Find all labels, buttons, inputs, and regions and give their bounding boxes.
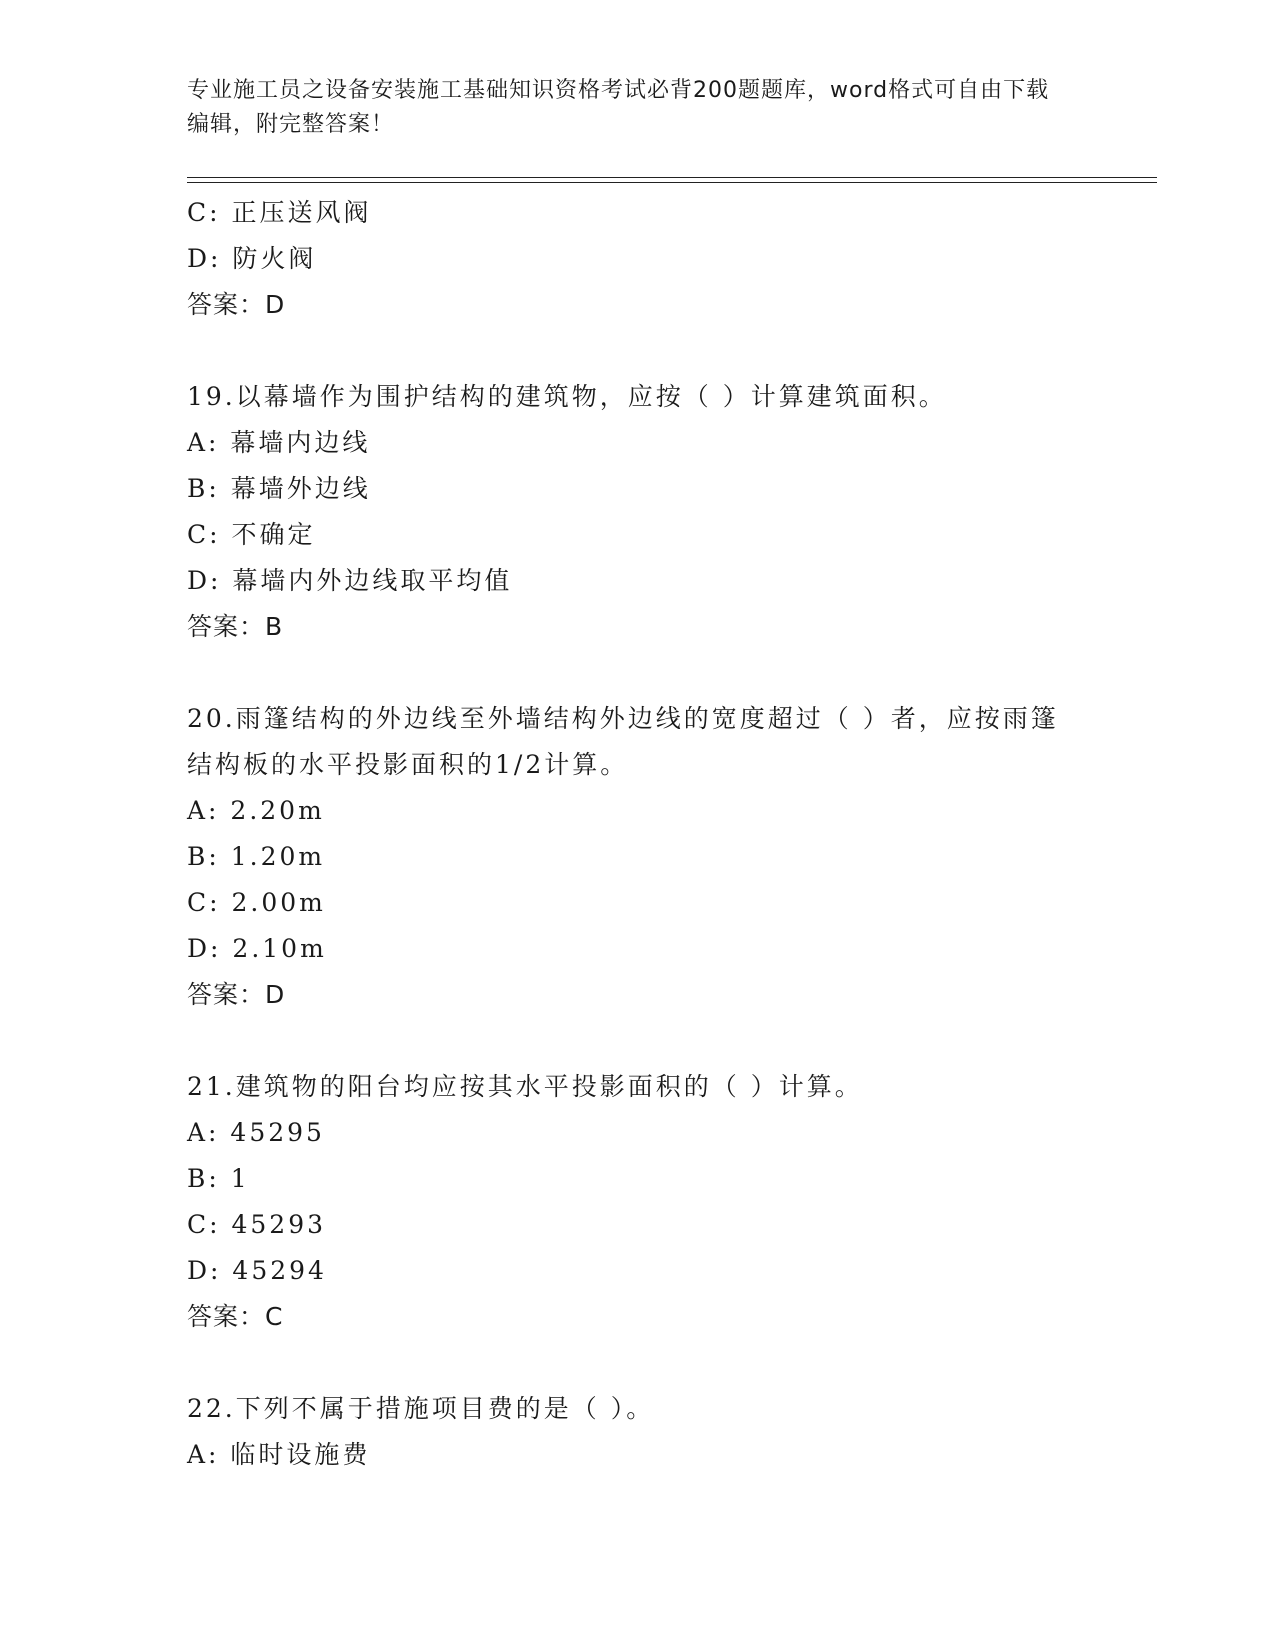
spacer (187, 1018, 1067, 1064)
document-page (187, 0, 1157, 1650)
header-rule-bottom (187, 182, 1157, 183)
spacer (187, 650, 1067, 696)
option-item: A: 幕墙内边线 (187, 428, 371, 457)
question-stem: 20.雨篷结构的外边线至外墙结构外边线的宽度超过（ ）者，应按雨篷结构板的水平投影面积的1/2计算。 (187, 704, 1059, 779)
option-item: D: 幕墙内外边线取平均值 (187, 566, 513, 595)
answer-line: 答案：C (187, 1302, 284, 1331)
option-item: B: 幕墙外边线 (187, 474, 371, 503)
option-item: A: 45295 (187, 1118, 325, 1147)
question-list (187, 190, 1067, 1478)
spacer (187, 328, 1067, 374)
question-block (187, 696, 1067, 1018)
option-item: C: 正压送风阀 (187, 198, 372, 227)
option-item: A: 临时设施费 (187, 1440, 371, 1469)
question-block (187, 1064, 1067, 1340)
answer-line: 答案：D (187, 290, 286, 319)
option-item: D: 2.10m (187, 934, 327, 963)
question-stem: 22.下列不属于措施项目费的是（ ）。 (187, 1394, 655, 1423)
question-block (187, 1386, 1067, 1478)
option-item: C: 2.00m (187, 888, 326, 917)
option-item: D: 45294 (187, 1256, 327, 1285)
question-stem: 19.以幕墙作为围护结构的建筑物，应按（ ）计算建筑面积。 (187, 382, 947, 411)
option-item: B: 1.20m (187, 842, 326, 871)
option-item: A: 2.20m (187, 796, 325, 825)
question-block (187, 374, 1067, 650)
answer-line: 答案：B (187, 612, 284, 641)
carryover-block (187, 190, 1067, 328)
option-item: C: 不确定 (187, 520, 316, 549)
spacer (187, 1340, 1067, 1386)
option-item: D: 防火阀 (187, 244, 317, 273)
answer-line: 答案：D (187, 980, 286, 1009)
header-rule-top (187, 177, 1157, 178)
option-item: B: 1 (187, 1164, 250, 1193)
question-stem: 21.建筑物的阳台均应按其水平投影面积的（ ）计算。 (187, 1072, 863, 1101)
option-item: C: 45293 (187, 1210, 327, 1239)
document-header: 专业施工员之设备安装施工基础知识资格考试必背200题题库，word格式可自由下载编辑，附完整答案！ (187, 78, 1050, 137)
